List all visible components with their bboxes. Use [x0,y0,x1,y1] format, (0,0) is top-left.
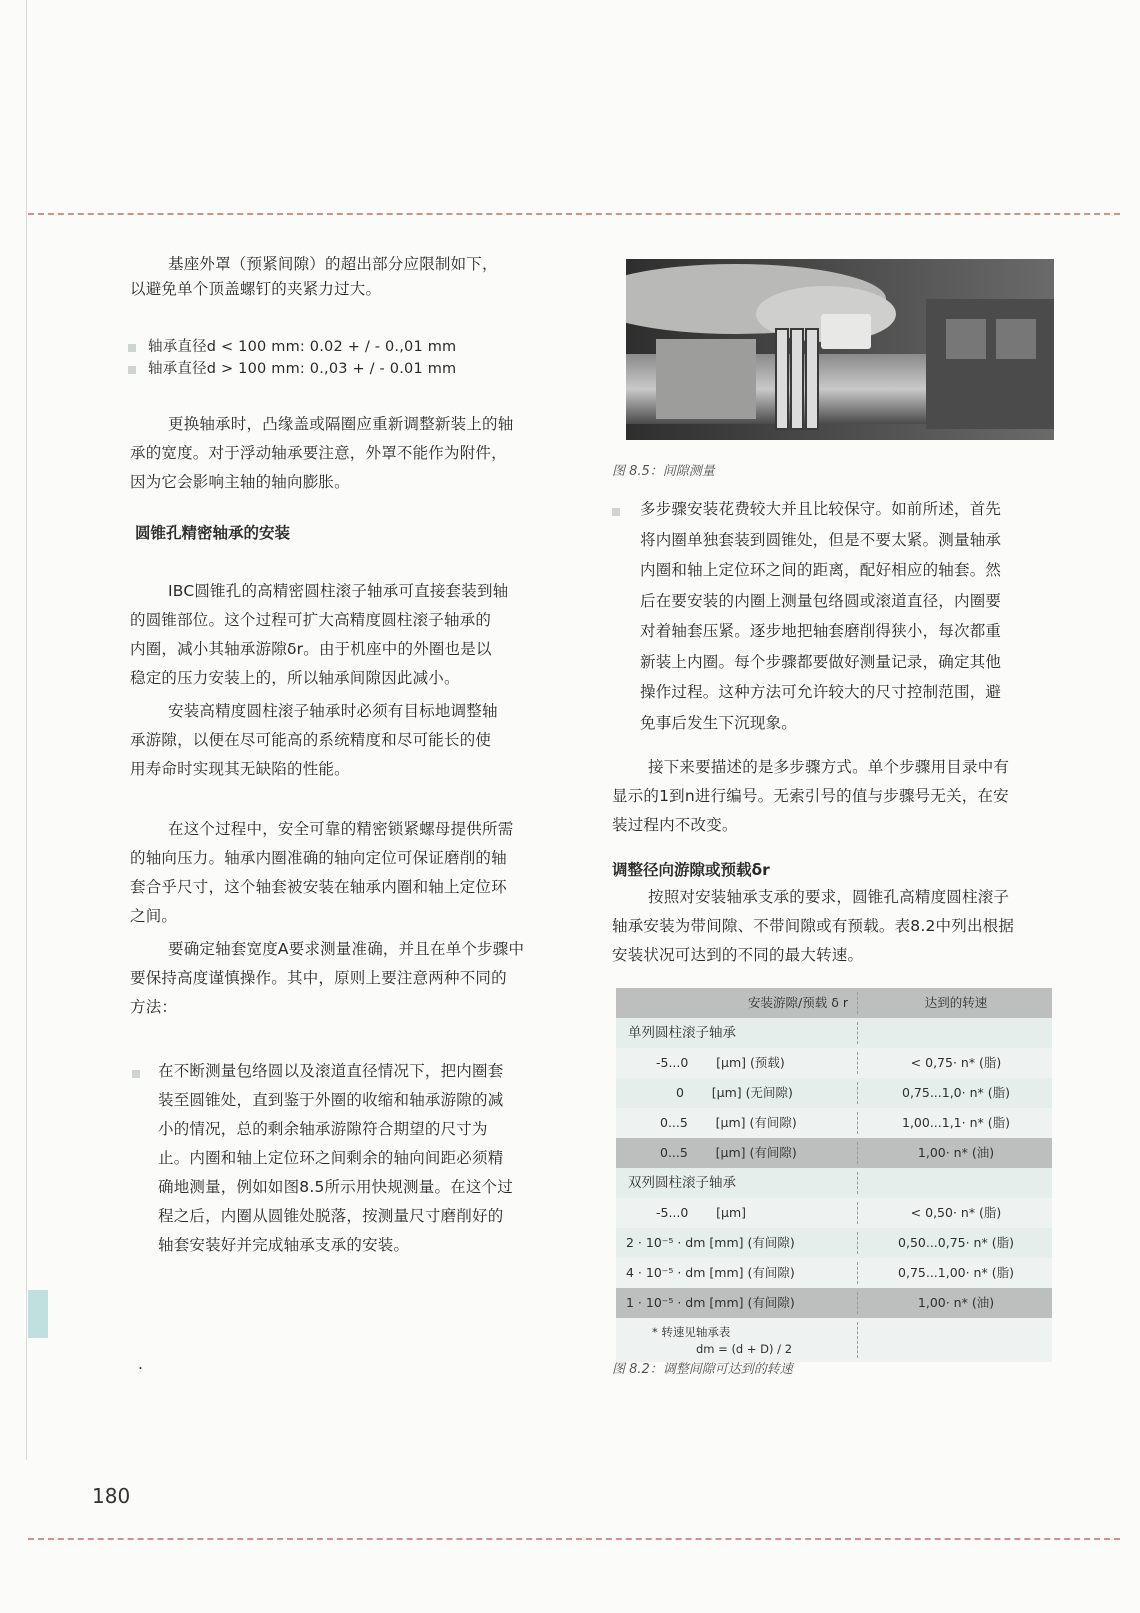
paragraph-4: 安装高精度圆柱滚子轴承时必须有目标地调整轴 [168,702,498,720]
paragraph-9: 接下来要描述的是多步骤方式。单个步骤用目录中有 [648,758,1010,776]
left-margin-line [26,0,27,1460]
bearing-measurement-photo [626,259,1054,440]
section-double-row: 双列圆柱滚子轴承 [628,1175,736,1191]
paragraph-3-cont: 的圆锥部位。这个过程可扩大高精度圆柱滚子轴承的 内圈，减小其轴承游隙δr。由于机座中的外圈也是以 稳定的压力安装上的，所以轴承间隙因此减小。 [130,611,492,687]
paragraph-9-cont: 显示的1到n进行编号。无索引号的值与步骤号无关，在安 装过程内不改变。 [612,787,1009,834]
table-row: 1 · 10⁻⁵ · dm [mm] (有间隙) 1,00· n* (油) [616,1288,1052,1318]
bullet-marker [612,508,620,516]
header-speed: 达到的转速 [924,995,988,1010]
header-clearance: 安装游隙/预载 δ r [748,995,848,1010]
table-row: 0...5 [µm] (有间隙) 1,00...1,1· n* (脂) [616,1108,1052,1138]
table-header-row [616,988,1052,1018]
paragraph-2-cont: 承的宽度。对于浮动轴承要注意，外罩不能作为附件， 因为它会影响主轴的轴向膨胀。 [130,444,507,491]
speed-table [616,988,1052,1362]
paragraph-1: 基座外罩（预紧间隙）的超出部分应限制如下， [168,255,498,273]
footnote-dm: dm = (d + D) / 2 [696,1342,793,1356]
table-row: 0 [µm] (无间隙) 0,75...1,0· n* (脂) [616,1078,1052,1108]
paragraph-10: 按照对安装轴承支承的要求，圆锥孔高精度圆柱滚子 [648,888,1010,906]
paragraph-3: IBC圆锥孔的高精密圆柱滚子轴承可直接套装到轴 [168,582,509,600]
table-footnote-row [616,1318,1052,1362]
bullet-marker [128,344,136,352]
table-row: -5...0 [µm] < 0,50· n* (脂) [616,1198,1052,1228]
footnote-speed: * 转速见轴承表 [652,1325,731,1339]
table-row: 0...5 [µm] (有间隙) 1,00· n* (油) [616,1138,1052,1168]
figure-caption-8-5: 图 8.5：间隙测量 [612,464,715,479]
section-single-row: 单列圆柱滚子轴承 [628,1025,736,1041]
page-number: 180 [92,1484,131,1508]
bullet-marker [132,1070,140,1078]
left-color-band [28,1290,48,1338]
bottom-dashed-rule [28,1538,1120,1540]
bullet-paragraph-8: 多步骤安装花费较大并且比较保守。如前所述，首先 将内圈单独套装到圆锥处，但是不要太紧。测量轴承 内圈和轴上定位环之间的距离，配好相应的轴套。然 后在要安装的内圈上测量包络圆或滚道直径，内圈要 对着轴套压紧。逐步地把轴套磨削得狭小，每次都重 新装上内圈。每个步骤都要做好测量记录，确定其他 操作过程。这种方法可允许较大的尺寸控制范围，避 免事后发生下沉现象。 [640,500,1002,732]
heading-radial-clearance: 调整径向游隙或预载δr [612,861,770,879]
paragraph-6: 要确定轴套宽度A要求测量准确，并且在单个步骤中 [168,940,525,958]
bullet-item: 轴承直径d < 100 mm: 0.02 + / - 0.,01 mm [148,339,457,355]
table-row: 4 · 10⁻⁵ · dm [mm] (有间隙) 0,75...1,00· n* (脂) [616,1258,1052,1288]
table-section-row [616,1018,1052,1048]
top-dashed-rule [28,213,1120,215]
bullet-item: 轴承直径d > 100 mm: 0.,03 + / - 0.01 mm [148,361,457,377]
bullet-marker [128,366,136,374]
paragraph-2: 更换轴承时，凸缘盖或隔圈应重新调整新装上的轴 [168,415,514,433]
stray-dot: . [138,1355,144,1373]
table-section-row [616,1168,1052,1198]
paragraph-1-cont: 以避免单个顶盖螺钉的夹紧力过大。 [130,280,382,298]
paragraph-5: 在这个过程中，安全可靠的精密锁紧螺母提供所需 [168,820,514,838]
table-row: -5...0 [µm] (预载) < 0,75· n* (脂) [616,1048,1052,1078]
table-caption-8-2: 图 8.2：调整间隙可达到的转速 [612,1362,793,1377]
paragraph-10-cont: 轴承安装为带间隙、不带间隙或有预载。表8.2中列出根据 安装状况可达到的不同的最大转速。 [612,917,1015,964]
paragraph-5-cont: 的轴向压力。轴承内圈准确的轴向定位可保证磨削的轴 套合乎尺寸，这个轴套被安装在轴承内圈和轴上定位环 之间。 [130,849,507,925]
paragraph-4-cont: 承游隙，以便在尽可能高的系统精度和尽可能长的使 用寿命时实现其无缺陷的性能。 [130,731,492,778]
heading-tapered-bore: 圆锥孔精密轴承的安装 [135,524,291,542]
table-row: 2 · 10⁻⁵ · dm [mm] (有间隙) 0,50...0,75· n* (脂) [616,1228,1052,1258]
paragraph-6-cont: 要保持高度谨慎操作。其中，原则上要注意两种不同的 方法： [130,969,507,1016]
bullet-paragraph-7: 在不断测量包络圆以及滚道直径情况下，把内圈套 装至圆锥处，直到鉴于外圈的收缩和轴承游隙的减 小的情况，总的剩余轴承游隙符合期望的尺寸为 止。内圈和轴上定位环之间剩余的轴向间距必须精 确地测量，例如如图8.5所示用快规测量。在这个过 程之后，内圈从圆锥处脱落，按测量尺寸磨削好的 轴套安装好并完成轴承支承的安装。 [158,1062,513,1254]
